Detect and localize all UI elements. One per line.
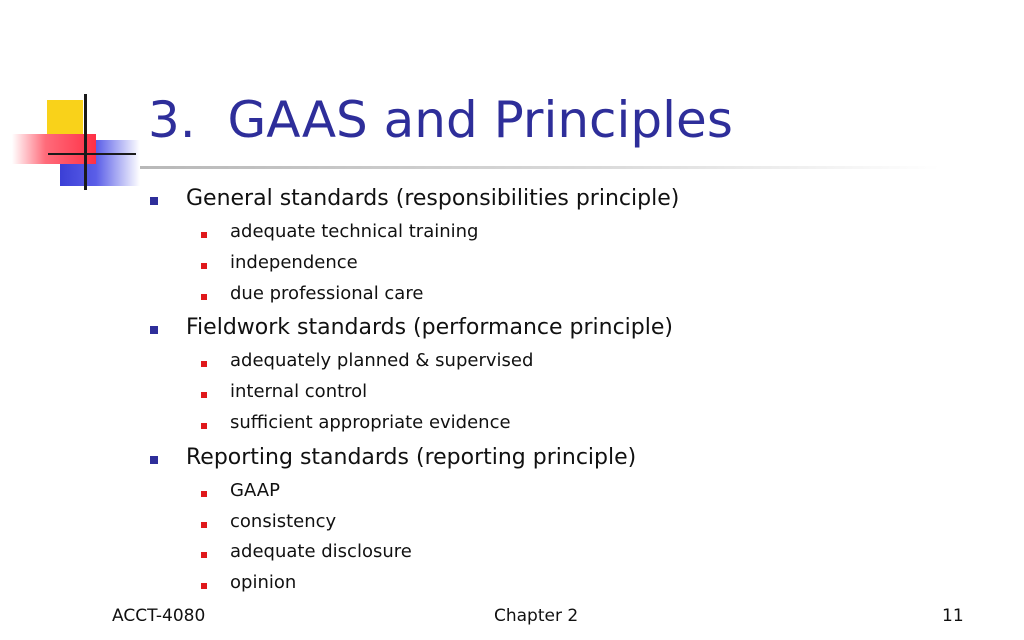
list-item: opinion (230, 572, 297, 593)
slide-title: 3. GAAS and Principles (148, 91, 733, 149)
red-square-bullet-icon (201, 232, 207, 238)
list-item: sufficient appropriate evidence (230, 412, 511, 433)
section-heading: Fieldwork standards (performance principle) (186, 315, 673, 340)
list-item: consistency (230, 511, 337, 532)
title-underline (140, 166, 940, 169)
list-item: adequate technical training (230, 221, 479, 242)
red-square-bullet-icon (201, 392, 207, 398)
red-square-bullet-icon (201, 552, 207, 558)
footer-course: ACCT-4080 (112, 606, 206, 626)
list-item: internal control (230, 381, 368, 402)
red-square-bullet-icon (201, 583, 207, 589)
section-heading: Reporting standards (reporting principle) (186, 445, 637, 470)
red-square-bullet-icon (201, 361, 207, 367)
list-item: adequate disclosure (230, 541, 412, 562)
red-square-bullet-icon (201, 423, 207, 429)
logo-vertical-line (84, 94, 87, 190)
list-item: adequately planned & supervised (230, 350, 534, 371)
red-square-bullet-icon (201, 491, 207, 497)
list-item: independence (230, 252, 358, 273)
list-item: GAAP (230, 480, 280, 501)
list-item: due professional care (230, 283, 424, 304)
section-heading: General standards (responsibilities principle) (186, 186, 680, 211)
slide-logo-icon (0, 0, 160, 200)
blue-square-bullet-icon (150, 326, 158, 334)
footer-page-number: 11 (942, 606, 964, 626)
footer-chapter: Chapter 2 (494, 606, 579, 626)
red-square-bullet-icon (201, 522, 207, 528)
red-square-bullet-icon (201, 294, 207, 300)
red-square-bullet-icon (201, 263, 207, 269)
logo-horizontal-line (48, 153, 136, 155)
blue-square-bullet-icon (150, 197, 158, 205)
blue-square-bullet-icon (150, 456, 158, 464)
